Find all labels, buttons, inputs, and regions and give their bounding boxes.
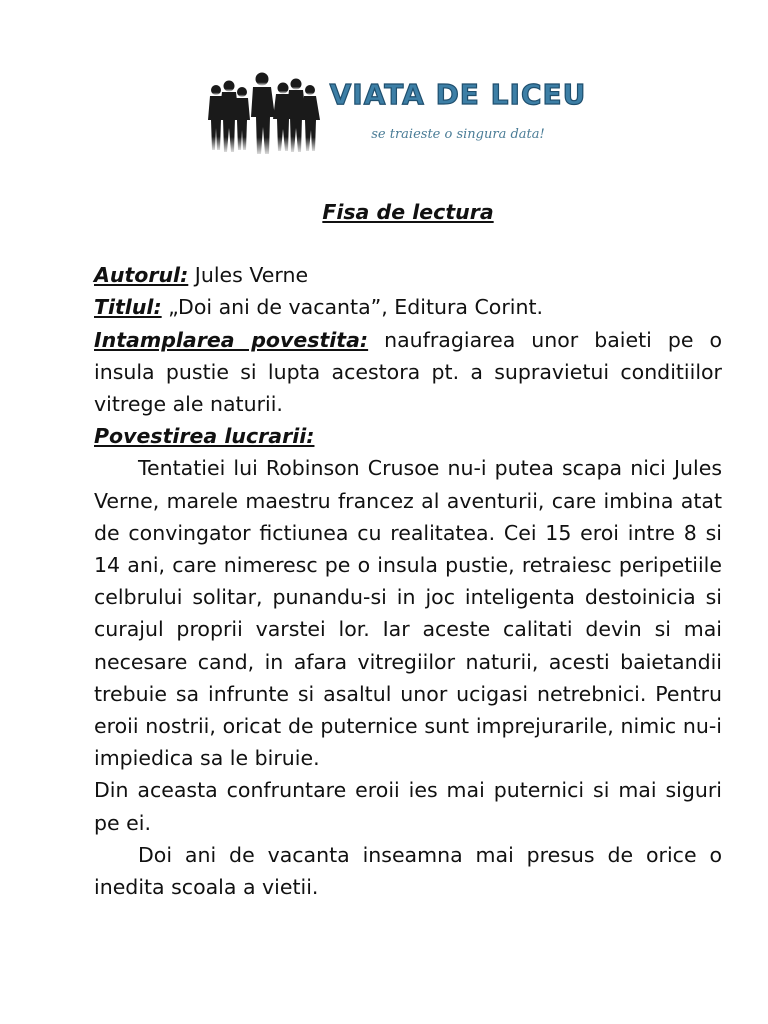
document-body (94, 196, 722, 903)
logo-graphic (196, 62, 616, 162)
story-paragraph-2: Din aceasta confruntare eroii ies mai puternici si mai siguri pe ei. (94, 778, 722, 835)
people-silhouettes-icon (208, 73, 320, 155)
story-label: Povestirea lucrarii: (94, 424, 315, 449)
logo-slogan: se traieste o singura data! (371, 127, 545, 142)
author-label: Autorul: (94, 263, 189, 288)
page-title: Fisa de lectura (322, 200, 494, 224)
story-paragraph-1: Tentatiei lui Robinson Crusoe nu-i putea scapa nici Jules Verne, marele maestru francez al aventurii, care imbina atat de convingator fictiunea cu realitatea. Cei 15 eroi intre 8 si 14 ani, care nimeresc pe o insula pustie, retraiesc peripetiile celbrului solitar, punandu-si in joc inteligenta destoinicia si curajul proprii varstei lor. Iar aceste calitati devin si mai necesare cand, in afara vitregiilor naturii, acesti baietandii trebuie sa infrunte si asaltul unor ucigasi netrebnici. Pentru eroii nostrii, oricat de puternice sunt imprejurarile, nimic nu-i impiedica sa le biruie. (94, 456, 722, 771)
author-line (94, 259, 722, 291)
logo-banner (196, 62, 616, 162)
book-title-line (94, 291, 722, 323)
logo-title: VIATA DE LICEU (329, 78, 587, 111)
event-label: Intamplarea povestita: (94, 327, 369, 352)
story-heading (94, 420, 722, 452)
author-value: Jules Verne (188, 263, 309, 288)
event-value: naufragiarea unor baieti pe o insula pustie si lupta acestora pt. a supravietui conditiilor vitrege ale naturii. (94, 327, 723, 417)
story-paragraph-3: Doi ani de vacanta inseamna mai presus de orice o inedita scoala a vietii. (94, 842, 722, 900)
book-title-label: Titlul: (94, 295, 162, 320)
event-paragraph (94, 324, 722, 421)
book-title-value: „Doi ani de vacanta”, Editura Corint. (161, 295, 544, 320)
